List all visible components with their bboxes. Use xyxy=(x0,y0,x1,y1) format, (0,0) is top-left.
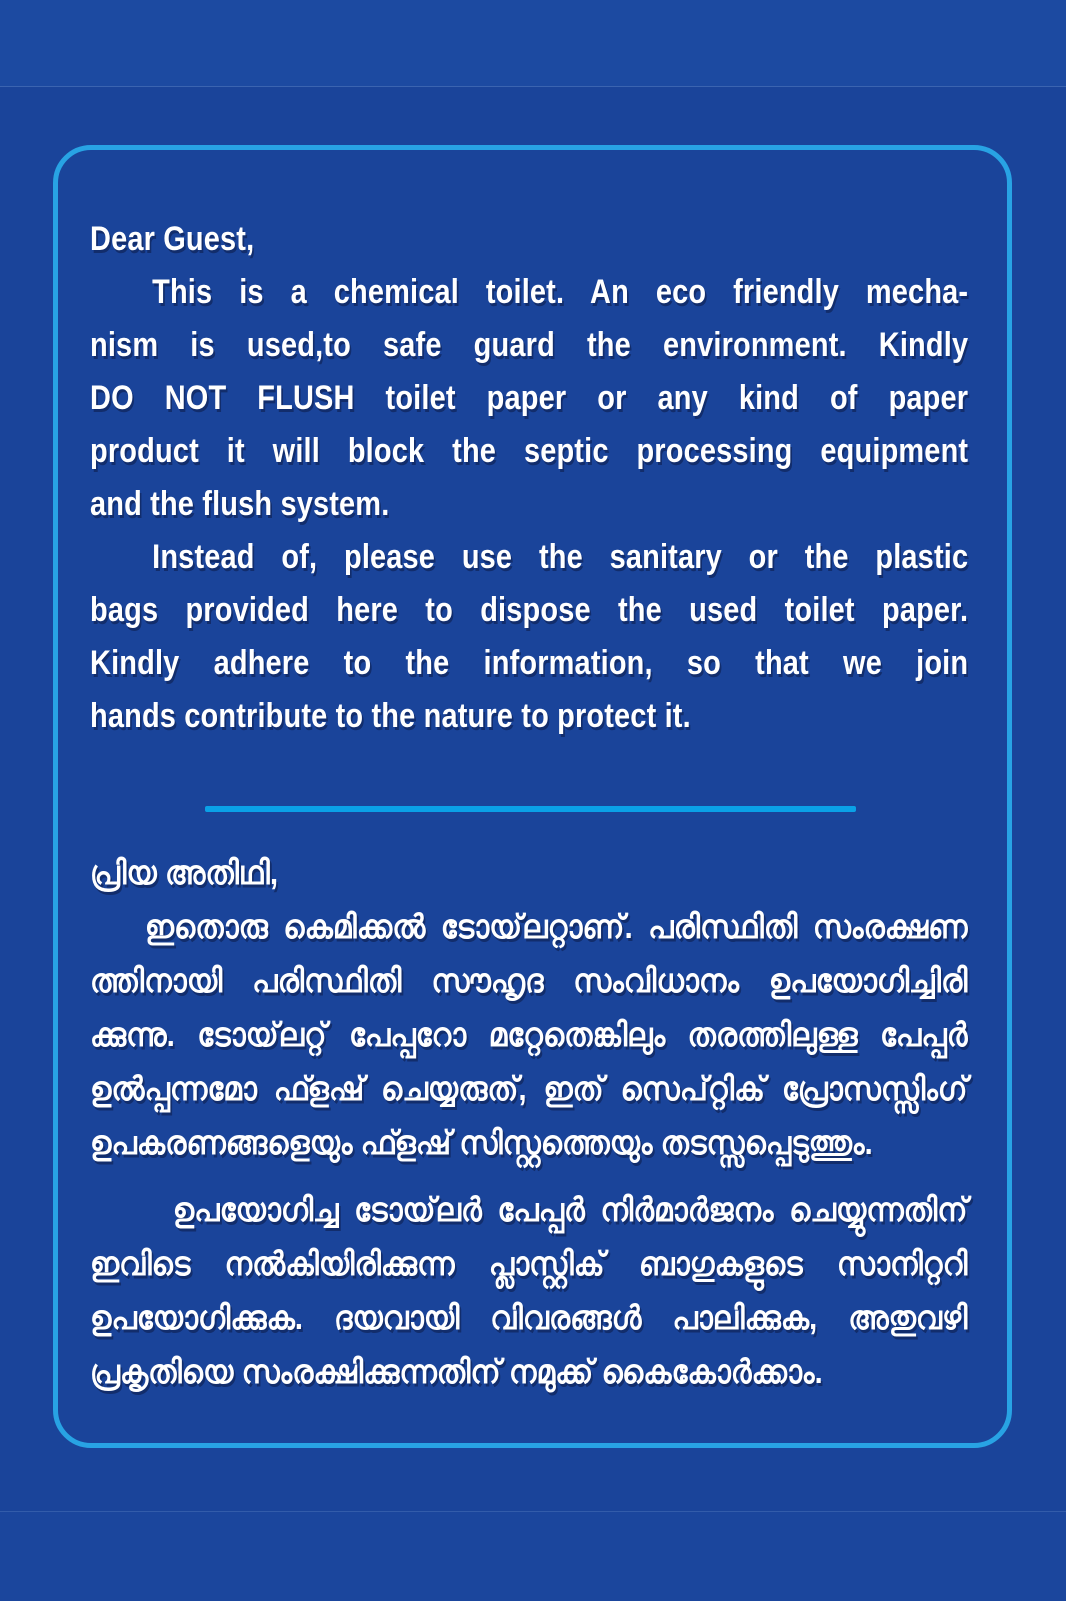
english-text-line: DO NOT FLUSH toilet paper or any kind of paper xyxy=(90,379,969,417)
english-text-line: bags provided here to dispose the used toilet paper. xyxy=(90,591,969,629)
english-text-line: and the flush system. xyxy=(90,485,390,523)
malayalam-text-line: ഉപയോഗിച്ച ടോയ്‌ലർ പേപ്പർ നിർമാർജനം ചെയ്യുന്നതിന് xyxy=(172,1191,968,1228)
malayalam-text-line: ഉപകരണങ്ങളെയും ഫ്ളഷ് സിസ്റ്റത്തെയും തടസ്സപ്പെടുത്തും. xyxy=(90,1124,873,1161)
english-text-line: Kindly adhere to the information, so that we join xyxy=(90,644,969,682)
section-divider-rule xyxy=(205,806,856,812)
english-text-line: This is a chemical toilet. An eco friendly mecha- xyxy=(152,273,969,311)
english-text-line: product it will block the septic processing equipment xyxy=(90,432,969,470)
english-text-line: Instead of, please use the sanitary or the plastic xyxy=(152,538,969,576)
malayalam-text-line: ഇതൊരു കെമിക്കൽ ടോയ്‌ലറ്റാണ്. പരിസ്ഥിതി സംരക്ഷണ xyxy=(144,908,968,945)
bottom-background-band xyxy=(0,1511,1066,1601)
malayalam-text-line: ക്കുന്നു. ടോയ്‌ലറ്റ് പേപ്പറോ മറ്റേതെങ്കിലും തരത്തിലുള്ള പേപ്പർ xyxy=(90,1016,968,1053)
malayalam-text-line: പ്രകൃതിയെ സംരക്ഷിക്കുന്നതിന് നമുക്ക് കൈകോർക്കാം. xyxy=(90,1353,823,1390)
malayalam-salutation: പ്രിയ അതിഥി, xyxy=(90,854,279,891)
english-notice-text xyxy=(90,213,968,743)
malayalam-text-line: ഇവിടെ നൽകിയിരിക്കുന്ന പ്ലാസ്റ്റിക് ബാഗുകളുടെ സാനിറ്ററി xyxy=(90,1245,968,1282)
malayalam-notice-text xyxy=(90,846,968,1399)
malayalam-text-line: ഉപയോഗിക്കുക. ദയവായി വിവരങ്ങൾ പാലിക്കുക, അതുവഴി xyxy=(90,1299,968,1336)
english-text-line: hands contribute to the nature to protect it. xyxy=(90,697,691,735)
english-salutation: Dear Guest, xyxy=(90,220,255,258)
top-background-band xyxy=(0,0,1066,87)
malayalam-text-line: ഉൽപ്പന്നമോ ഫ്ളഷ് ചെയ്യരുത്, ഇത് സെപ്റ്റിക് പ്രോസസ്സിംഗ് xyxy=(90,1070,968,1107)
malayalam-text-line: ത്തിനായി പരിസ്ഥിതി സൗഹൃദ സംവിധാനം ഉപയോഗിച്ചിരി xyxy=(90,962,968,999)
english-text-line: nism is used,to safe guard the environment. Kindly xyxy=(90,326,969,364)
